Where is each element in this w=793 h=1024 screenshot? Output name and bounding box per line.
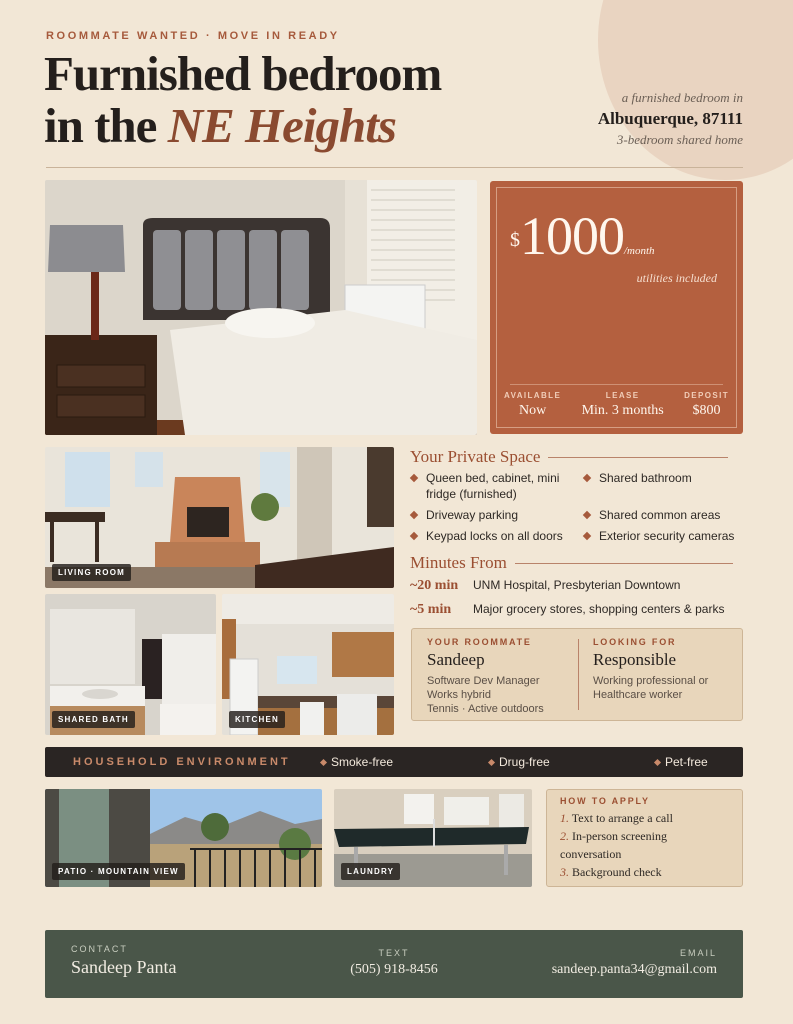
lease-terms [504,391,729,419]
section-rule [515,563,733,564]
photo-caption: KITCHEN [229,711,285,728]
apply-title: HOW TO APPLY [560,796,650,806]
headline-line1: Furnished bedroom [44,46,442,101]
price [510,205,655,267]
utilities-note: utilities included [636,271,717,285]
photo-caption: PATIO · MOUNTAIN VIEW [52,863,185,880]
card-separator [578,639,579,710]
phone-number[interactable]: (505) 918-8456 [350,962,438,977]
term-lease [582,391,664,419]
step-number: 3. [560,865,569,879]
roommate-detail: Works hybrid [427,689,491,701]
environment-title: HOUSEHOLD ENVIRONMENT [73,756,291,768]
feature-text: Queen bed, cabinet, mini fridge (furnished) [426,471,560,501]
apply-step [560,863,729,881]
looking-for-title: Responsible [593,650,677,669]
term-available [504,391,561,419]
term-label: LEASE [605,391,640,400]
feature-item [583,528,743,544]
shared-bath-photo [45,594,216,735]
headline-line2-accent: NE Heights [167,98,396,153]
step-text: Text to arrange a call [571,811,673,825]
section-title: Your Private Space [410,447,541,466]
section-title: Minutes From [410,553,507,572]
feature-item [583,507,743,523]
feature-text: Driveway parking [426,508,519,522]
apply-step [560,809,729,827]
contact-email-block [552,948,717,978]
distance-time: ~20 min [410,578,459,593]
looking-for-label: LOOKING FOR [593,637,677,647]
price-divider [510,384,723,385]
environment-text: Smoke-free [331,755,394,769]
diamond-bullet-icon [488,758,495,765]
contact-bar [45,930,743,998]
headline-line2-plain: in the [44,98,168,153]
diamond-bullet-icon [583,474,591,482]
diamond-bullet-icon [410,511,418,519]
location-city: Albuquerque, 87111 [597,109,743,128]
term-deposit [684,391,729,419]
distance-time: ~5 min [410,602,452,617]
diamond-bullet-icon [410,532,418,540]
location-sub: 3-bedroom shared home [616,132,743,147]
looking-for-detail: Working professional or [593,675,709,687]
minutes-from-heading [410,553,733,573]
header-divider [46,167,743,168]
roommate-detail: Software Dev Manager [427,675,540,687]
diamond-bullet-icon [654,758,661,765]
roommate-name: Sandeep [427,650,485,669]
living-room-photo [45,447,394,588]
distance-row [410,602,724,618]
step-text: In-person screening conversation [560,829,667,861]
roommate-label: YOUR ROOMMATE [427,637,532,647]
email-label: EMAIL [679,948,717,958]
contact-name-block [71,944,176,978]
diamond-bullet-icon [583,532,591,540]
environment-text: Drug-free [499,755,550,769]
diamond-bullet-icon [583,511,591,519]
environment-text: Pet-free [665,755,708,769]
environment-item [655,755,708,769]
feature-item [583,470,743,486]
roommate-column [427,637,544,716]
looking-for-detail: Healthcare worker [593,689,683,701]
price-period: /month [624,245,655,257]
location-intro: a furnished bedroom in [621,90,743,105]
bedroom-photo [45,180,477,435]
diamond-bullet-icon [410,474,418,482]
text-label: TEXT [378,948,410,958]
term-value: Min. 3 months [581,403,664,418]
feature-item [410,507,570,523]
environment-item [489,755,655,769]
contact-label: CONTACT [71,944,128,954]
headline [44,48,441,152]
price-card [490,181,743,434]
distance-place: Major grocery stores, shopping centers & parks [473,602,725,616]
email-address[interactable]: sandeep.panta34@gmail.com [551,962,717,977]
distance-row [410,578,680,594]
apply-step [560,827,729,863]
how-to-apply-card [546,789,743,887]
term-label: DEPOSIT [684,391,729,400]
feature-item [410,528,580,544]
term-value: $800 [692,403,721,418]
feature-item [410,470,570,502]
term-value: Now [518,403,547,418]
location-block [598,90,743,148]
feature-text: Exterior security cameras [599,529,735,543]
diamond-bullet-icon [320,758,327,765]
contact-name: Sandeep Panta [71,957,177,977]
step-text: Background check [572,865,662,879]
photo-caption: LAUNDRY [341,863,400,880]
household-environment-bar [45,747,743,777]
price-amount: 1000 [520,206,624,266]
eyebrow-tagline: ROOMMATE WANTED · MOVE IN READY [46,30,340,42]
photo-caption: SHARED BATH [52,711,135,728]
environment-item [321,755,489,769]
price-currency: $ [510,229,520,251]
looking-for-column [593,637,708,702]
kitchen-photo [222,594,394,735]
step-number: 2. [560,829,569,843]
feature-text: Keypad locks on all doors [426,529,563,543]
step-number: 1. [560,811,569,825]
photo-caption: LIVING ROOM [52,564,131,581]
roommate-detail: Tennis · Active outdoors [427,703,544,715]
private-space-heading [410,447,728,467]
feature-text: Shared bathroom [599,471,692,485]
contact-phone-block [347,948,441,978]
patio-photo [45,789,322,887]
section-rule [548,457,728,458]
bedroom-illustration [45,180,477,435]
roommate-card [411,628,743,721]
feature-text: Shared common areas [599,508,721,522]
distance-place: UNM Hospital, Presbyterian Downtown [473,578,681,592]
laundry-photo [334,789,532,887]
term-label: AVAILABLE [504,391,562,400]
